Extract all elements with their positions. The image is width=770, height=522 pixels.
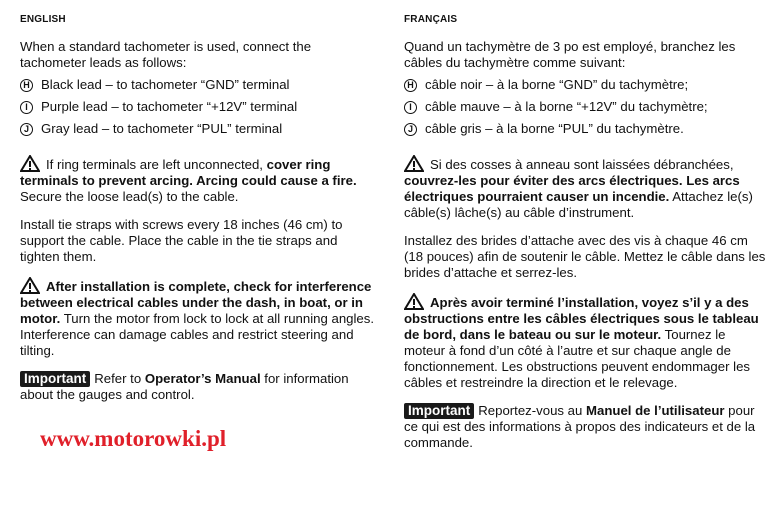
warning-triangle-icon bbox=[404, 155, 424, 172]
warning-text: If ring terminals are left unconnected, bbox=[46, 157, 267, 172]
english-lead-gray bbox=[20, 121, 380, 137]
warning-text: Turn the motor from lock to lock at all running angles. Interference can damage cables and restrict steering and tilting. bbox=[20, 311, 375, 358]
french-lead-black bbox=[404, 77, 766, 93]
french-warning-arcing bbox=[404, 155, 766, 221]
warning-text: Si des cosses à anneau sont laissées débranchées, bbox=[430, 157, 734, 172]
note-text: Refer to bbox=[94, 371, 145, 386]
warning-triangle-icon bbox=[404, 293, 424, 310]
warning-bold-text: After installation is complete, check for interference between electrical cables under the dash, in boat, or in motor. bbox=[20, 279, 372, 326]
english-warning-interference bbox=[20, 277, 380, 359]
french-intro: Quand un tachymètre de 3 po est employé, branchez les câbles du tachymètre comme suivant: bbox=[404, 39, 736, 70]
circled-letter-icon: I bbox=[404, 101, 417, 114]
manual-title: Manuel de l’utilisateur bbox=[586, 403, 725, 418]
english-intro: When a standard tachometer is used, connect the tachometer leads as follows: bbox=[20, 39, 312, 70]
english-heading: ENGLISH bbox=[20, 14, 66, 25]
french-tie-straps: Installez des brides d’attache avec des vis à chaque 46 cm (18 pouces) afin de soutenir le câble. Mettez le câble dans les brides d’attache et serrez-les. bbox=[404, 233, 766, 280]
note-text: Reportez-vous au bbox=[478, 403, 587, 418]
warning-bold-text: couvrez-les pour éviter des arcs électriques. Les arcs électriques pourraient causer un incendie. bbox=[404, 173, 740, 204]
french-warning-interference bbox=[404, 293, 766, 391]
french-column bbox=[404, 0, 766, 451]
french-lead-text: câble gris – à la borne “PUL” du tachymètre. bbox=[425, 121, 684, 136]
warning-text: Attachez le(s) câble(s) lâche(s) au câble d’instrument. bbox=[404, 189, 753, 220]
important-badge: Important bbox=[20, 371, 90, 387]
english-tie-straps: Install tie straps with screws every 18 inches (46 cm) to support the cable. Place the cable in the tie straps and tighten them. bbox=[20, 217, 343, 264]
english-column bbox=[20, 0, 380, 403]
circled-letter-icon: H bbox=[20, 79, 33, 92]
warning-triangle-icon bbox=[20, 277, 40, 294]
french-important-note bbox=[404, 403, 766, 451]
french-lead-text: câble mauve – à la borne “+12V” du tachymètre; bbox=[425, 99, 708, 114]
english-lead-text: Black lead – to tachometer “GND” terminal bbox=[41, 77, 290, 92]
english-lead-black bbox=[20, 77, 380, 93]
french-lead-gray bbox=[404, 121, 766, 137]
french-lead-text: câble noir – à la borne “GND” du tachymètre; bbox=[425, 77, 689, 92]
warning-text: Tournez le moteur à fond d’un côté à l’autre et sur chaque angle de fonctionnement. Les obstructions peuvent endommager les câbles et restreindre la direction et le relevage. bbox=[404, 327, 751, 390]
english-important-note bbox=[20, 371, 380, 403]
english-warning-arcing bbox=[20, 155, 380, 205]
english-lead-text: Purple lead – to tachometer “+12V” terminal bbox=[41, 99, 298, 114]
circled-letter-icon: H bbox=[404, 79, 417, 92]
important-badge: Important bbox=[404, 403, 474, 419]
note-text: for information about the gauges and control. bbox=[20, 371, 349, 402]
warning-triangle-icon bbox=[20, 155, 40, 172]
warning-text: Secure the loose lead(s) to the cable. bbox=[20, 189, 239, 204]
english-lead-purple bbox=[20, 99, 380, 115]
warning-bold-text: cover ring terminals to prevent arcing. Arcing could cause a fire. bbox=[20, 157, 357, 188]
circled-letter-icon: J bbox=[20, 123, 33, 136]
warning-bold-text: Après avoir terminé l’installation, voyez s’il y a des obstructions entre les câbles électriques sous le tableau de bord, dans le bateau ou sur le moteur. bbox=[404, 295, 759, 342]
english-lead-text: Gray lead – to tachometer “PUL” terminal bbox=[41, 121, 283, 136]
note-text: pour ce qui est des informations à propos des indicateurs et de la commande. bbox=[404, 403, 756, 450]
circled-letter-icon: I bbox=[20, 101, 33, 114]
manual-title: Operator’s Manual bbox=[144, 371, 261, 386]
circled-letter-icon: J bbox=[404, 123, 417, 136]
french-lead-purple bbox=[404, 99, 766, 115]
french-heading: FRANÇAIS bbox=[404, 14, 458, 25]
watermark-link[interactable]: www.motorowki.pl bbox=[40, 426, 227, 451]
